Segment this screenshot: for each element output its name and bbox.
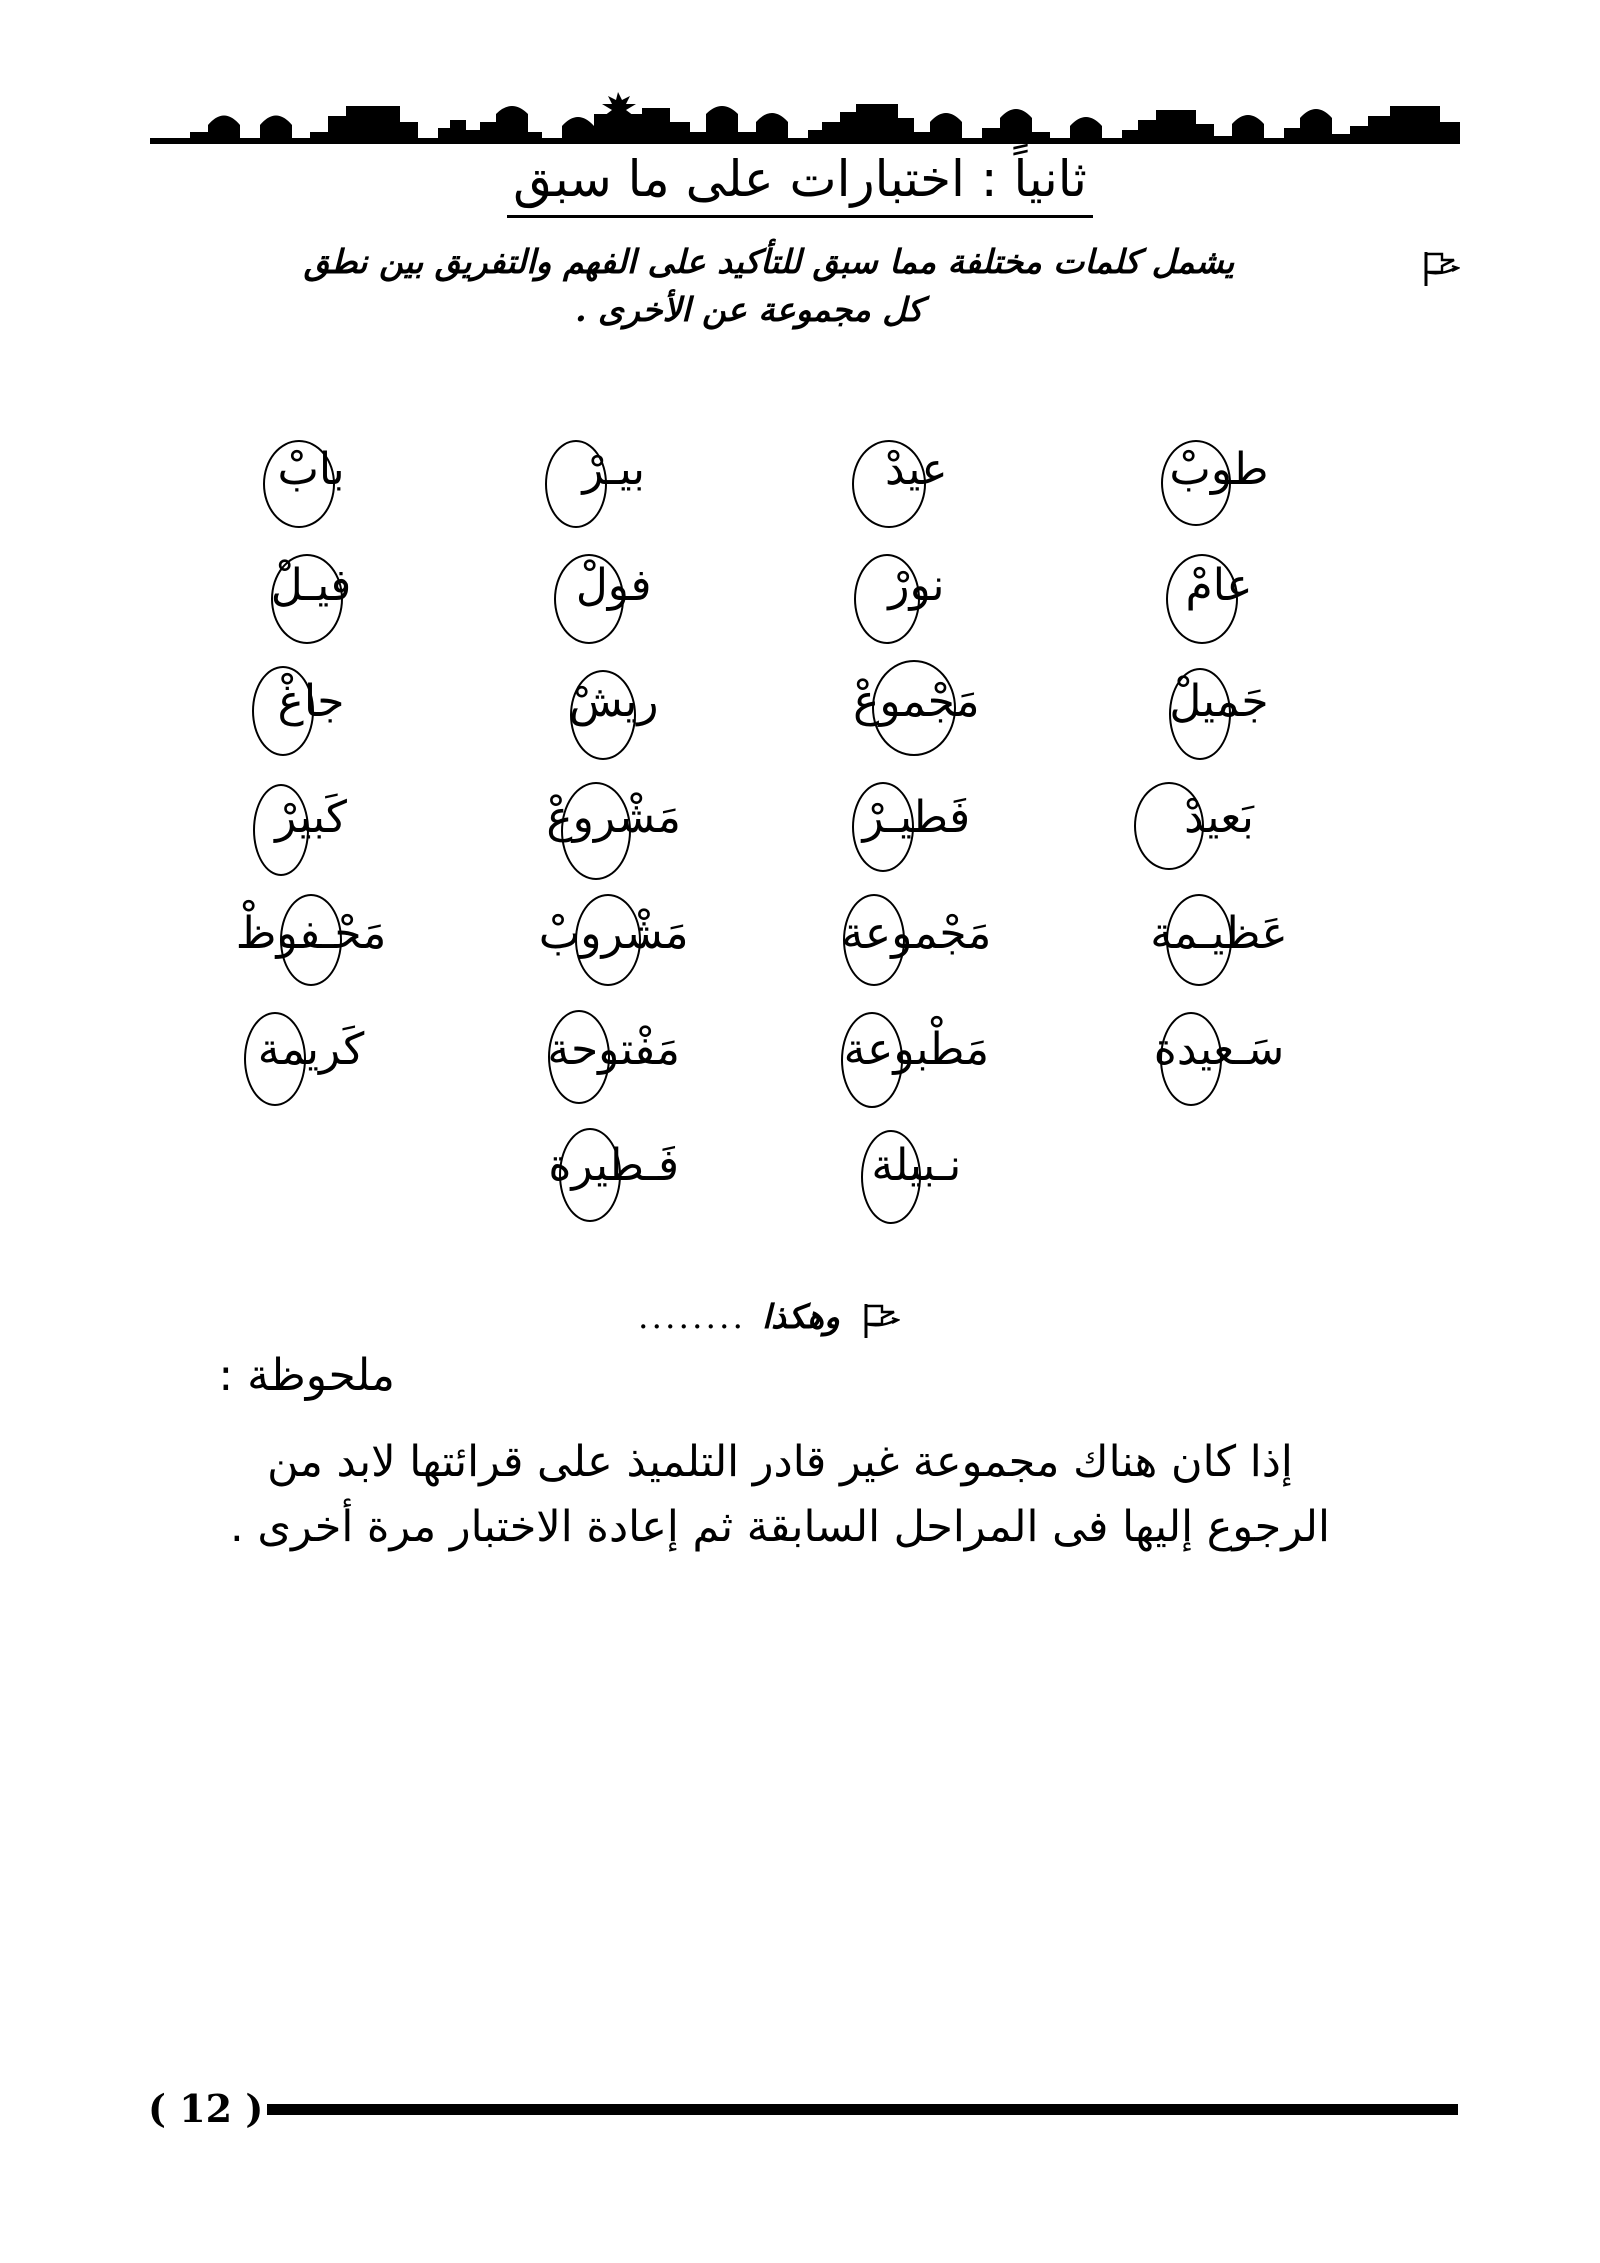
word-grid-cell bbox=[463, 884, 765, 1000]
vocabulary-word: مَشْروعْ bbox=[546, 768, 681, 840]
circled-letter-marker bbox=[548, 1010, 610, 1104]
word-grid-cell bbox=[160, 884, 462, 1000]
circled-letter-marker bbox=[1161, 440, 1231, 526]
page-footer bbox=[148, 2086, 1458, 2131]
word-grid-cell bbox=[765, 420, 1067, 536]
vocabulary-word: فَطيـرْ bbox=[863, 768, 971, 840]
word-grid-cell bbox=[160, 652, 462, 768]
word-grid-row bbox=[160, 1000, 1370, 1116]
word-grid-cell bbox=[765, 884, 1067, 1000]
word-grid-cell bbox=[765, 652, 1067, 768]
word-grid-cell bbox=[1068, 1000, 1370, 1116]
circled-letter-marker bbox=[841, 1012, 903, 1108]
word-grid-cell bbox=[160, 1000, 462, 1116]
note-body bbox=[160, 1430, 1400, 1559]
circled-letter-marker bbox=[561, 782, 631, 880]
intro-line-1: يشمل كلمات مختلفة مما سبق للتأكيد على الفهم والتفريق بين نطق bbox=[303, 242, 1235, 281]
vocabulary-word: جاغْ bbox=[278, 652, 345, 724]
word-grid-row bbox=[160, 652, 1370, 768]
circled-letter-marker bbox=[1134, 782, 1204, 870]
circled-letter-marker bbox=[1169, 668, 1231, 760]
circled-letter-marker bbox=[852, 440, 926, 528]
word-grid-cell bbox=[463, 652, 765, 768]
vocabulary-word: كَريمة bbox=[258, 1000, 365, 1072]
word-grid-cell bbox=[160, 536, 462, 652]
circled-letter-marker bbox=[854, 554, 920, 644]
footer-rule bbox=[267, 2104, 1458, 2115]
vocabulary-word: مَفْتوحة bbox=[547, 1000, 680, 1072]
vocabulary-word: مَطْبوعة bbox=[844, 1000, 990, 1072]
intro-paragraph-block bbox=[140, 238, 1460, 334]
continuation-row bbox=[638, 1290, 900, 1342]
circled-letter-marker bbox=[244, 1012, 306, 1106]
vocabulary-word: فَـطيرة bbox=[548, 1116, 679, 1188]
circled-letter-marker bbox=[872, 660, 956, 756]
page-title: ثانياً : اختبارات على ما سبق bbox=[507, 148, 1093, 218]
word-grid-cell bbox=[1068, 536, 1370, 652]
vocabulary-word: بَعيدْ bbox=[1184, 768, 1254, 840]
word-grid-cell bbox=[463, 536, 765, 652]
word-grid-cell bbox=[463, 768, 765, 884]
note-line-2: الرجوع إليها فى المراحل السابقة ثم إعادة الاختبار مرة أخرى . bbox=[230, 1501, 1330, 1552]
word-grid-row bbox=[160, 536, 1370, 652]
vocabulary-word: بابْ bbox=[277, 420, 344, 492]
vocabulary-word: سَـعيدة bbox=[1154, 1000, 1284, 1072]
circled-letter-marker bbox=[1160, 1012, 1222, 1106]
circled-letter-marker bbox=[280, 894, 342, 986]
word-grid-cell bbox=[765, 768, 1067, 884]
vocabulary-word: كَبيرْ bbox=[275, 768, 347, 840]
word-grid-row bbox=[160, 884, 1370, 1000]
pennant-flag-icon bbox=[1416, 246, 1460, 290]
vocabulary-word: مَجْموعْ bbox=[853, 652, 979, 724]
circled-letter-marker bbox=[1166, 894, 1232, 986]
pennant-flag-icon bbox=[856, 1298, 900, 1342]
word-grid-row bbox=[160, 1116, 1370, 1232]
circled-letter-marker bbox=[575, 894, 641, 986]
note-label: ملحوظة : bbox=[218, 1350, 395, 1401]
word-grid-cell bbox=[765, 1000, 1067, 1116]
word-grid-cell bbox=[160, 768, 462, 884]
circled-letter-marker bbox=[263, 440, 335, 528]
word-grid-cell bbox=[1068, 420, 1370, 536]
note-line-1: إذا كان هناك مجموعة غير قادر التلميذ على قرائتها لابد من bbox=[267, 1437, 1293, 1487]
vocabulary-word: ريشْ bbox=[569, 652, 659, 724]
intro-line-2: كل مجموعة عن الأخرى . bbox=[575, 289, 923, 329]
word-grid-row bbox=[160, 420, 1370, 536]
vocabulary-word: عَظيـمة bbox=[1150, 884, 1288, 956]
continuation-text: وهكذا bbox=[761, 1296, 840, 1336]
word-grid-cell bbox=[1068, 1116, 1370, 1232]
word-grid-cell bbox=[160, 1116, 462, 1232]
circled-letter-marker bbox=[253, 784, 309, 876]
vocabulary-word: مَجْموعة bbox=[841, 884, 991, 956]
page-number: ( 12 ) bbox=[148, 2086, 264, 2131]
word-grid-cell bbox=[463, 1116, 765, 1232]
vocabulary-word: فولْ bbox=[576, 536, 652, 608]
vocabulary-word: بيـرْ bbox=[582, 420, 645, 492]
word-grid-row bbox=[160, 768, 1370, 884]
word-grid-cell bbox=[1068, 884, 1370, 1000]
circled-letter-marker bbox=[545, 440, 607, 528]
word-grid-cell bbox=[160, 420, 462, 536]
vocabulary-word: طوبْ bbox=[1169, 420, 1268, 492]
vocabulary-word: نورْ bbox=[888, 536, 944, 608]
circled-letter-marker bbox=[252, 666, 314, 756]
circled-letter-marker bbox=[861, 1130, 921, 1224]
word-grid-cell bbox=[765, 536, 1067, 652]
vocabulary-word: نـبيلة bbox=[871, 1116, 961, 1188]
word-grid-cell bbox=[1068, 768, 1370, 884]
word-grid-cell bbox=[1068, 652, 1370, 768]
circled-letter-marker bbox=[271, 554, 343, 644]
skyline-border-ornament bbox=[150, 92, 1460, 144]
word-grid-cell bbox=[765, 1116, 1067, 1232]
vocabulary-word: عامْ bbox=[1186, 536, 1253, 608]
vocabulary-word: مَحْـفوظْ bbox=[236, 884, 387, 956]
continuation-ellipsis: ........ bbox=[638, 1296, 746, 1336]
word-grid-cell bbox=[463, 1000, 765, 1116]
vocabulary-word: فيـلْ bbox=[271, 536, 352, 608]
circled-letter-marker bbox=[559, 1128, 621, 1222]
circled-letter-marker bbox=[1166, 554, 1238, 644]
word-grid-cell bbox=[463, 420, 765, 536]
vocabulary-word: جَميلْ bbox=[1169, 652, 1268, 724]
word-grid bbox=[160, 420, 1370, 1232]
circled-letter-marker bbox=[554, 554, 624, 644]
circled-letter-marker bbox=[570, 670, 636, 760]
vocabulary-word: عيدْ bbox=[885, 420, 948, 492]
circled-letter-marker bbox=[852, 782, 914, 872]
page-title-container bbox=[0, 148, 1600, 218]
vocabulary-word: مَشْروبْ bbox=[539, 884, 689, 956]
circled-letter-marker bbox=[843, 894, 905, 986]
